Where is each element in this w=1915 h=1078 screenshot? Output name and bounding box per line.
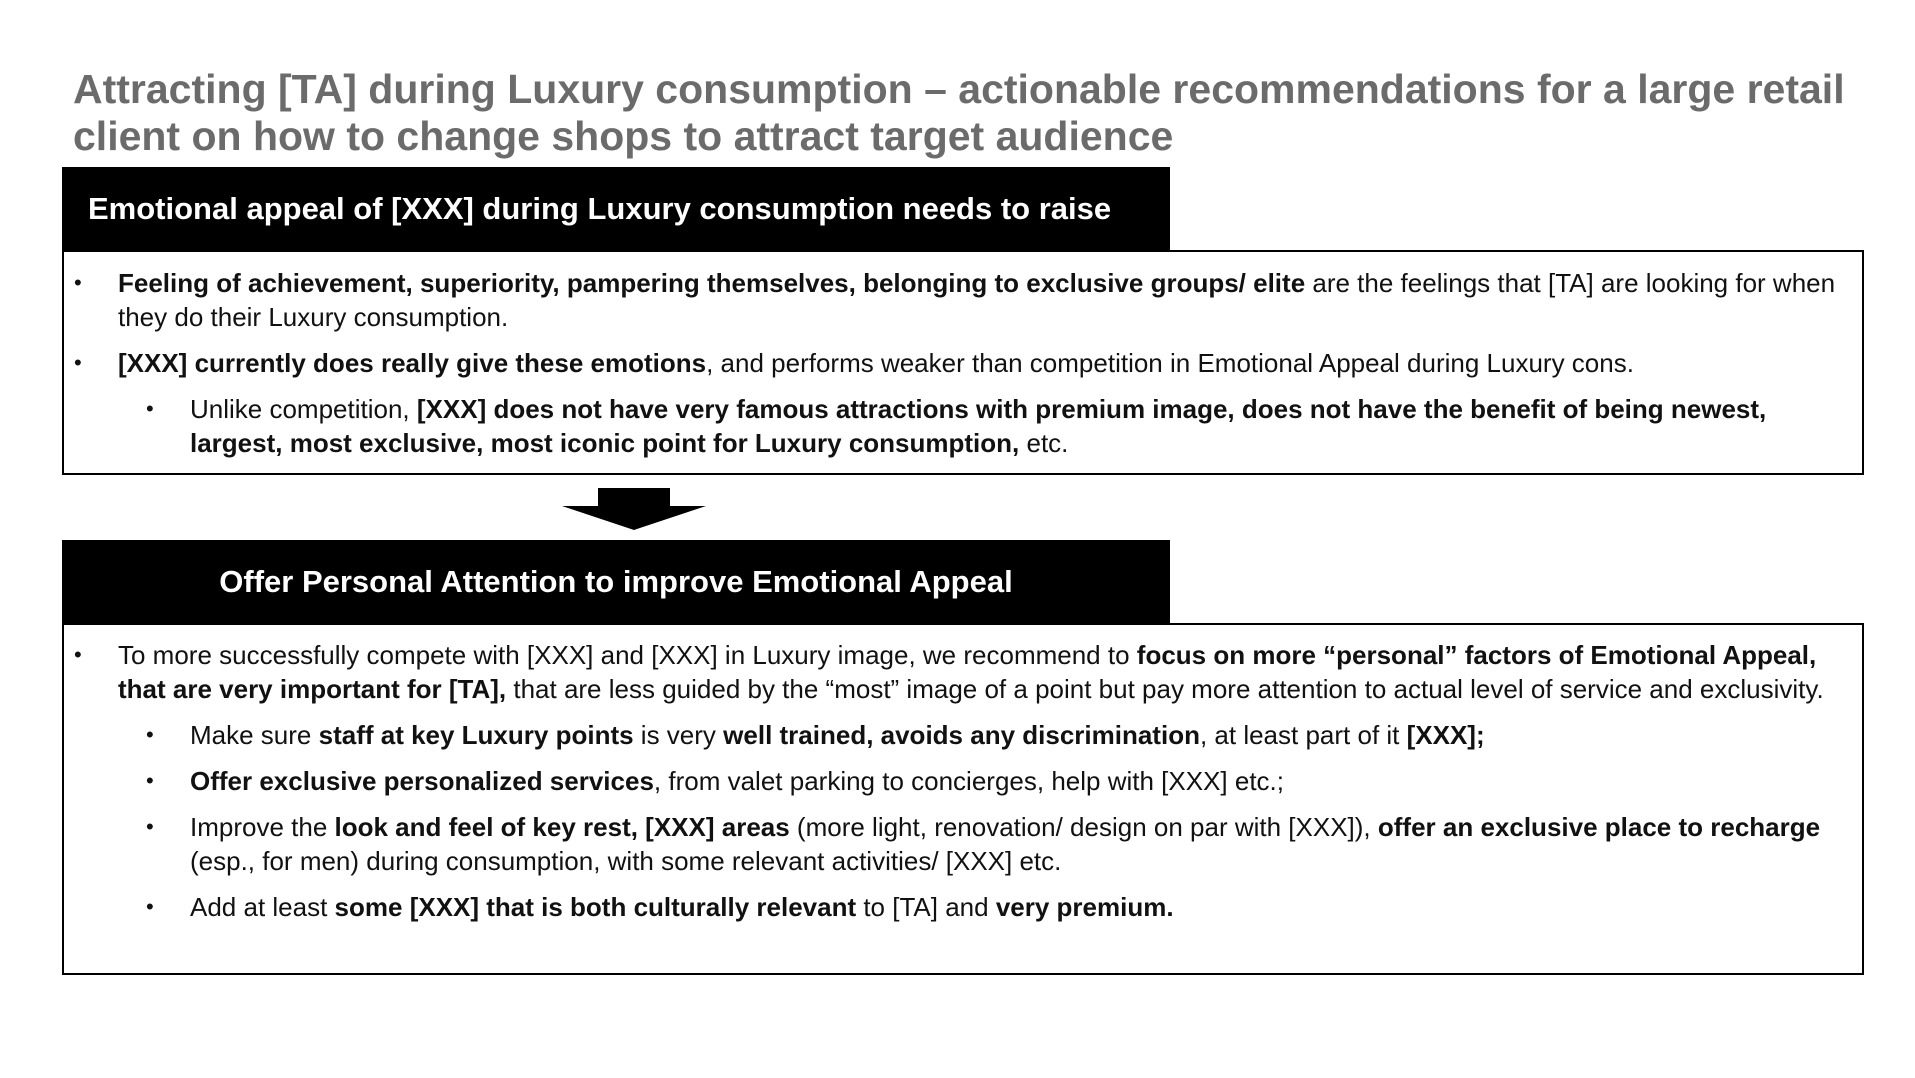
sub-bullet-item [64, 810, 1862, 878]
bullet-list-personal-attention [64, 625, 1862, 924]
text-run: Add at least [190, 892, 335, 922]
text-run: are the feelings that [TA] are looking for when they do their Luxury consumption. [118, 268, 1836, 332]
text-run: , at least part of it [1199, 720, 1407, 750]
bold-text-run: focus on more “personal” factors of Emotional Appeal, that are very important for [TA], [118, 640, 1817, 704]
bold-text-run: Feeling of achievement, superiority, pampering themselves, belonging to exclusive groups/ elite [118, 268, 1306, 298]
bold-text-run: well trained, avoids any discrimination [723, 720, 1200, 750]
bullet-item [64, 266, 1862, 334]
text-run: that are less guided by the “most” image of a point but pay more attention to actual level of service and exclusivity. [506, 674, 1824, 704]
text-run: , and performs weaker than competition in Emotional Appeal during Luxury cons. [706, 348, 1634, 378]
section-header-emotional-appeal: Emotional appeal of [XXX] during Luxury consumption needs to raise [62, 167, 1170, 251]
bold-text-run: Offer exclusive personalized services [190, 766, 654, 796]
bullet-item [64, 346, 1862, 380]
bold-text-run: [XXX] does not have very famous attractions with premium image, does not have the benefit of being newest, largest, most exclusive, most iconic point for Luxury consumption, [190, 394, 1767, 458]
text-run: Unlike competition, [190, 394, 417, 424]
sub-bullet-item [64, 764, 1862, 798]
bold-text-run: staff at key Luxury points [318, 720, 634, 750]
down-arrow-icon [562, 488, 706, 530]
bold-text-run: some [XXX] that is both culturally relevant [334, 892, 857, 922]
sub-bullet-item [64, 392, 1862, 460]
section-box-personal-attention [62, 623, 1864, 975]
bullet-item [64, 638, 1862, 706]
section-header-personal-attention: Offer Personal Attention to improve Emotional Appeal [62, 540, 1170, 624]
text-run: (esp., for men) during consumption, with some relevant activities/ [XXX] etc. [190, 846, 1062, 876]
text-run: , from valet parking to concierges, help with [XXX] etc.; [653, 766, 1284, 796]
bold-text-run: [XXX]; [1406, 720, 1485, 750]
slide-title: Attracting [TA] during Luxury consumption – actionable recommendations for a large retail client on how to change shops to attract target audience [73, 66, 1845, 159]
text-run: (more light, renovation/ design on par with [XXX]), [789, 812, 1378, 842]
text-run: To more successfully compete with [XXX] and [XXX] in Luxury image, we recommend to [118, 640, 1137, 670]
section-box-emotional-appeal [62, 250, 1864, 475]
bold-text-run: offer an exclusive place to recharge [1377, 812, 1821, 842]
sub-bullet-item [64, 890, 1862, 924]
bold-text-run: very premium. [995, 892, 1174, 922]
text-run: is very [633, 720, 724, 750]
text-run: etc. [1019, 428, 1069, 458]
bullet-list-emotional-appeal [64, 252, 1862, 460]
bold-text-run: look and feel of key rest, [XXX] areas [334, 812, 790, 842]
bold-text-run: [XXX] currently does really give these emotions [118, 348, 707, 378]
text-run: Make sure [190, 720, 319, 750]
text-run: Improve the [190, 812, 335, 842]
sub-bullet-item [64, 718, 1862, 752]
text-run: to [TA] and [856, 892, 996, 922]
